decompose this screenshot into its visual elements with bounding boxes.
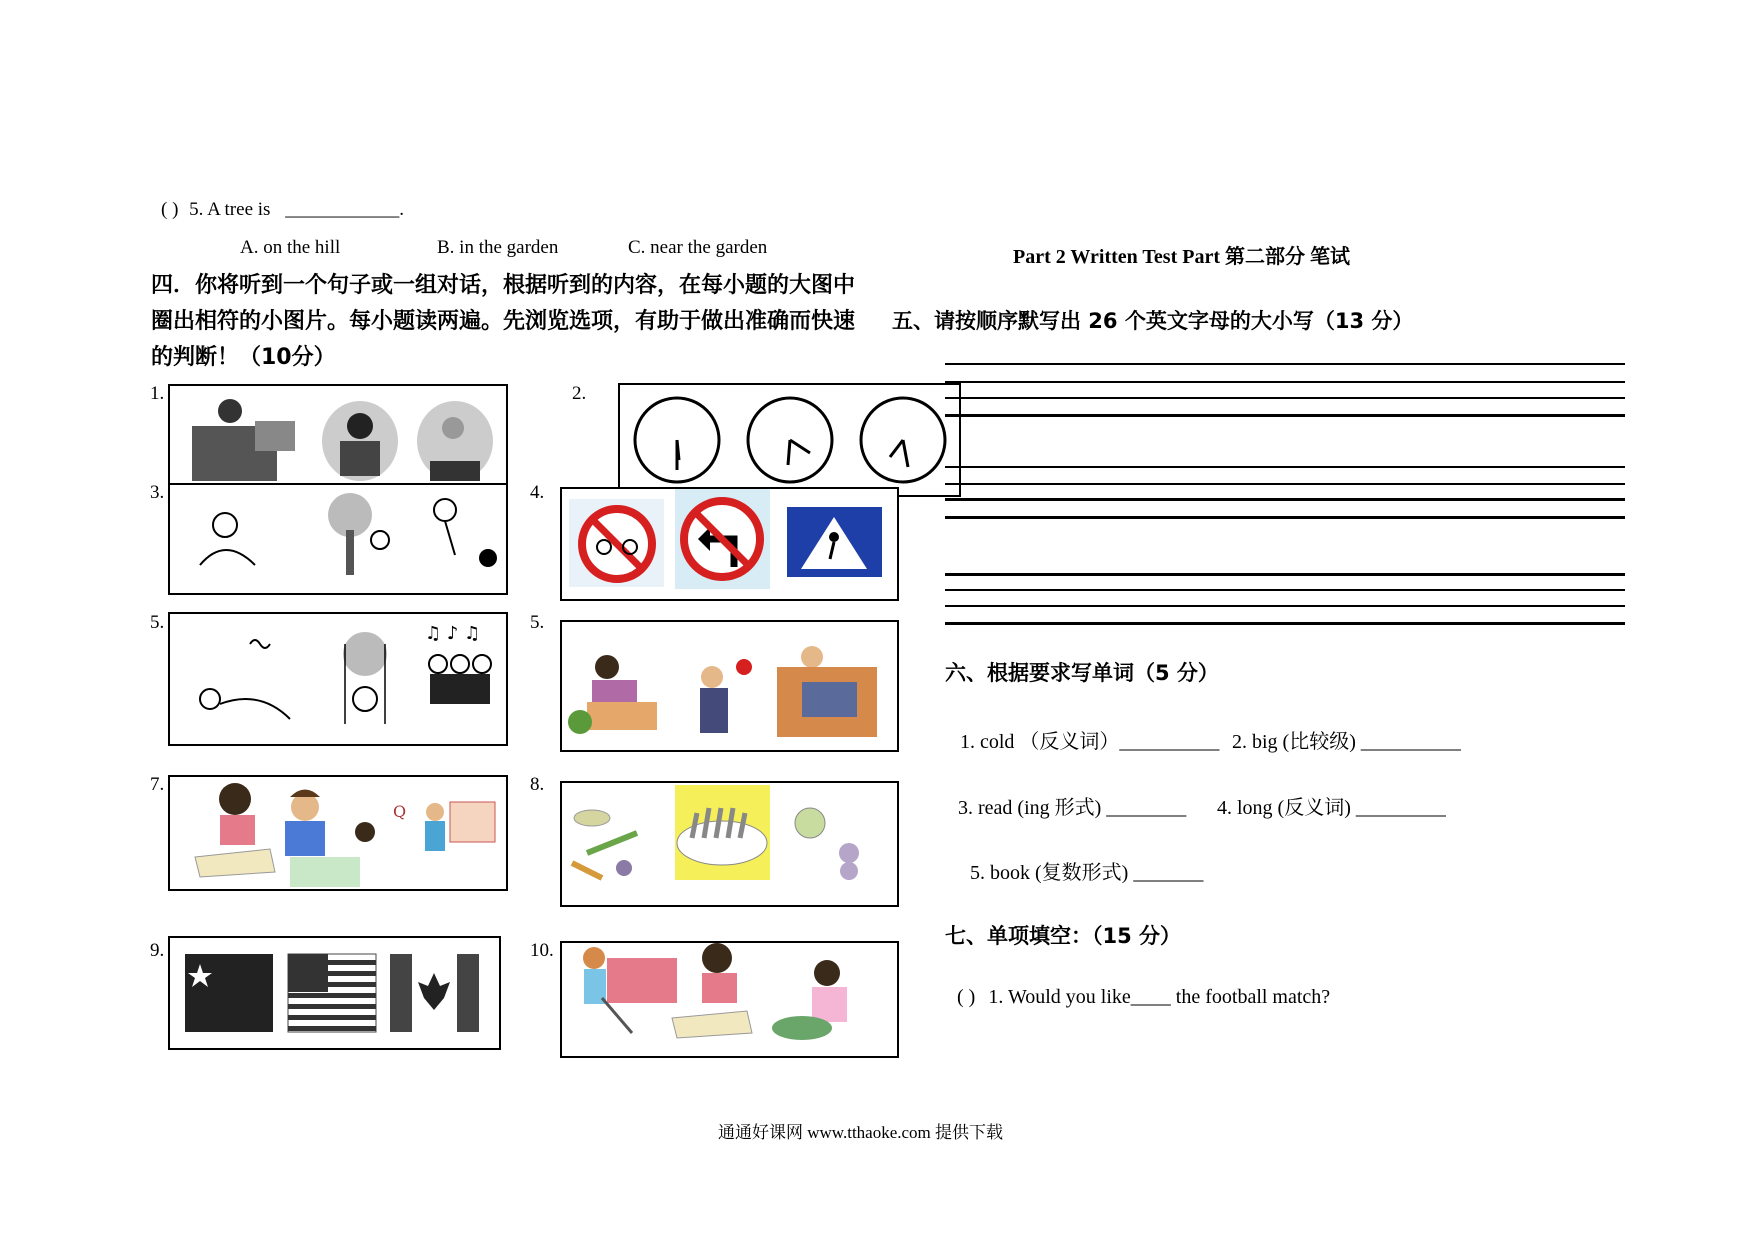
q5-option-b: B. in the garden (437, 237, 559, 258)
picture-number: 1. (150, 383, 165, 404)
writing-line (945, 498, 1625, 501)
picture-box-8 (560, 781, 899, 907)
picture-box-5a (168, 612, 508, 746)
answer-paren: ( ) (161, 199, 179, 220)
listening-q5 (161, 199, 404, 221)
writing-line (945, 516, 1625, 519)
word-item-5: 5. book (复数形式) _______ (970, 862, 1204, 884)
china-flag-icon (185, 954, 273, 1032)
picture-box-1 (168, 384, 508, 488)
picture-number: 7. (150, 774, 165, 795)
picture-number: 5. (150, 612, 165, 633)
writing-line (945, 397, 1625, 399)
usa-flag-icon (288, 954, 376, 1032)
leisure-illustration (170, 614, 506, 744)
section7-q1 (957, 986, 1330, 1009)
office-workers-illustration (170, 386, 506, 486)
traffic-signs-illustration (562, 489, 897, 599)
section6-title: 六、根据要求写单词（5 分） (945, 661, 1219, 685)
writing-line (945, 466, 1625, 468)
word-item-2: 2. big (比较级) __________ (1232, 731, 1461, 753)
writing-line (945, 381, 1625, 383)
section4-title: 四．你将听到一个句子或一组对话，根据听到的内容，在每小题的大图中圈出相符的小图片。每小题读两遍。先浏览选项，有助于做出准确而快速的判断！（10分） (151, 273, 856, 370)
picture-number: 3. (150, 482, 165, 503)
question-text: 1. Would you like____ the football match? (988, 986, 1331, 1008)
food-illustration (562, 783, 897, 905)
picture-number: 2. (572, 383, 587, 404)
clocks-illustration (620, 385, 959, 495)
picture-box-2 (618, 383, 961, 497)
picture-number: 5. (530, 612, 545, 633)
part2-title: Part 2 Written Test Part 第二部分 笔试 (1013, 246, 1351, 268)
activities-illustration (170, 777, 506, 889)
writing-line (945, 622, 1625, 625)
household-activities-illustration (562, 943, 897, 1056)
q5-option-a: A. on the hill (240, 237, 341, 258)
flags-illustration (170, 938, 499, 1048)
q5-option-c: C. near the garden (628, 237, 768, 258)
occupations-illustration (562, 622, 897, 750)
writing-line (945, 573, 1625, 576)
picture-number: 8. (530, 774, 545, 795)
svg-text:Q: Q (393, 802, 407, 821)
picture-box-4 (560, 487, 899, 601)
clock-icon (861, 398, 945, 482)
section7-title: 七、单项填空：（15 分） (945, 924, 1182, 948)
picture-number: 4. (530, 482, 545, 503)
question-text: 5. A tree is (189, 199, 271, 220)
picture-number: 10. (530, 940, 554, 961)
picture-box-10 (560, 941, 899, 1058)
picture-box-5b (560, 620, 899, 752)
word-item-3: 3. read (ing 形式) ________ (958, 797, 1187, 819)
picture-box-3 (168, 483, 508, 595)
writing-line (945, 414, 1625, 417)
picture-box-7 (168, 775, 508, 891)
picture-number: 9. (150, 940, 165, 961)
section5-title: 五、请按顺序默写出 26 个英文字母的大小写（13 分） (892, 309, 1414, 333)
canada-flag-icon (390, 954, 479, 1032)
word-item-4: 4. long (反义词) _________ (1217, 797, 1446, 819)
answer-paren: ( ) (957, 986, 976, 1008)
footer-credit: 通通好课网 www.tthaoke.com 提供下载 (718, 1123, 1004, 1142)
clock-icon (635, 398, 719, 482)
word-item-1: 1. cold （反义词）__________ (960, 731, 1220, 753)
clock-icon (748, 398, 832, 482)
music-notes-icon: ♫ ♪ ♫ (425, 623, 481, 644)
answer-blank: ____________. (285, 199, 404, 220)
picture-box-9 (168, 936, 501, 1050)
writing-line (945, 605, 1625, 607)
outdoor-activities-illustration (170, 485, 506, 593)
writing-line (945, 589, 1625, 591)
writing-line (945, 483, 1625, 485)
writing-line (945, 363, 1625, 365)
